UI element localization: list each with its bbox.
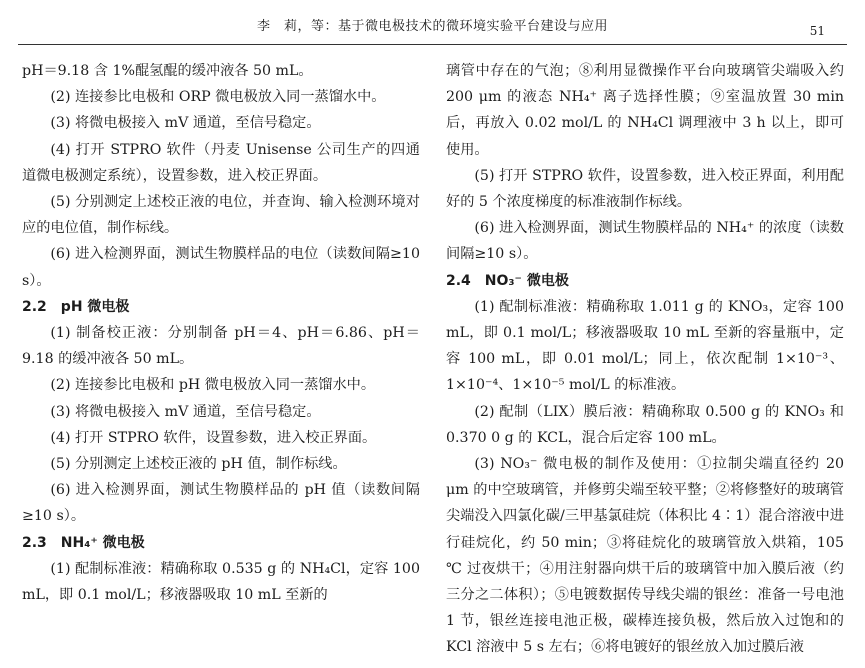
- right-column: [446, 58, 844, 661]
- paragraph: (5) 分别测定上述校正液的电位，并查询、输入检测环境对应的电位值，制作标线。: [22, 194, 420, 237]
- paragraph: (6) 进入检测界面，测试生物膜样品的电位（读数间隔≥10 s）。: [22, 246, 420, 289]
- paragraph: (2) 配制（LIX）膜后液：精确称取 0.500 g 的 KNO₃ 和 0.370 0 g 的 KCL，混合后定容 100 mL。: [446, 403, 844, 446]
- running-title: 李 莉，等：基于微电极技术的微环境实验平台建设与应用: [256, 19, 608, 34]
- page-number: 51: [809, 24, 825, 38]
- paragraph: (5) 分别测定上述校正液的 pH 值，制作标线。: [50, 456, 347, 473]
- section-heading: 2.4 NO₃⁻ 微电极: [446, 272, 569, 289]
- paragraph: (2) 连接参比电极和 ORP 微电极放入同一蒸馏水中。: [50, 89, 386, 106]
- paragraph: (4) 打开 STPRO 软件（丹麦 Unisense 公司生产的四通道微电极测定系统），设置参数，进入校正界面。: [22, 141, 420, 184]
- paragraph: (3) 将微电极接入 mV 通道，至信号稳定。: [50, 115, 321, 132]
- paragraph-continuation: 璃管中存在的气泡；⑧利用显微操作平台向玻璃管尖端吸入约 200 μm 的液态 NH₄⁺ 离子选择性膜；⑨室温放置 30 min 后，再放入 0.02 mol/L 的 NH₄Cl 调理液中 3 h 以上，即可使用。: [446, 63, 844, 158]
- paragraph: (5) 打开 STPRO 软件，设置参数，进入校正界面，利用配好的 5 个浓度梯度的标准液制作标线。: [446, 167, 844, 211]
- paragraph: (4) 打开 STPRO 软件，设置参数，进入校正界面。: [50, 429, 377, 446]
- section-heading: 2.2 pH 微电极: [22, 298, 130, 315]
- paragraph: (6) 进入检测界面，测试生物膜样品的 pH 值（读数间隔≥10 s）。: [22, 482, 420, 525]
- paragraph: (6) 进入检测界面，测试生物膜样品的 NH₄⁺ 的浓度（读数间隔≥10 s）。: [446, 220, 844, 263]
- paragraph: (1) 配制标准液：精确称取 0.535 g 的 NH₄Cl，定容 100 mL，即 0.1 mol/L；移液器吸取 10 mL 至新的: [22, 560, 420, 604]
- paragraph: (3) NO₃⁻ 微电极的制作及使用：①拉制尖端直径约 20 μm 的中空玻璃管，并修剪尖端至较平整；②将修整好的玻璃管尖端没入四氯化碳/三甲基氯硅烷（体积比 4∶1）混合溶液中进行硅烷化，约 50 min；③将硅烷化的玻璃管放入烘箱，105 ℃ 过夜烘干；④用注射器向烘干后的玻璃管中加入膜后液（约三分之二体积）；⑤电镀数据传导线尖端的银丝：准备一号电池 1 节，银丝连接电池正极，碳棒连接负极，然后放入过饱和的 KCl 溶液中 5 s 左右；⑥将电镀好的银丝放入加过膜后液: [446, 456, 844, 656]
- running-header: [0, 0, 865, 44]
- paragraph: (1) 制备校正液：分别制备 pH＝4、pH＝6.86、pH＝9.18 的缓冲液各 50 mL。: [22, 325, 420, 368]
- paragraph-continuation: pH＝9.18 含 1%醌氢醌的缓冲液各 50 mL。: [22, 63, 313, 79]
- paragraph: (2) 连接参比电极和 pH 微电极放入同一蒸馏水中。: [50, 377, 376, 394]
- section-heading: 2.3 NH₄⁺ 微电极: [22, 534, 145, 551]
- paragraph: (1) 配制标准液：精确称取 1.011 g 的 KNO₃，定容 100 mL，即 0.1 mol/L；移液器吸取 10 mL 至新的容量瓶中，定容 100 mL，即 0.01 mol/L；同上，依次配制 1×10⁻³、1×10⁻⁴、1×10⁻⁵ mol/L 的标准液。: [446, 298, 844, 394]
- header-rule: [18, 44, 847, 45]
- left-column: [22, 58, 420, 608]
- paragraph: (3) 将微电极接入 mV 通道，至信号稳定。: [50, 403, 321, 420]
